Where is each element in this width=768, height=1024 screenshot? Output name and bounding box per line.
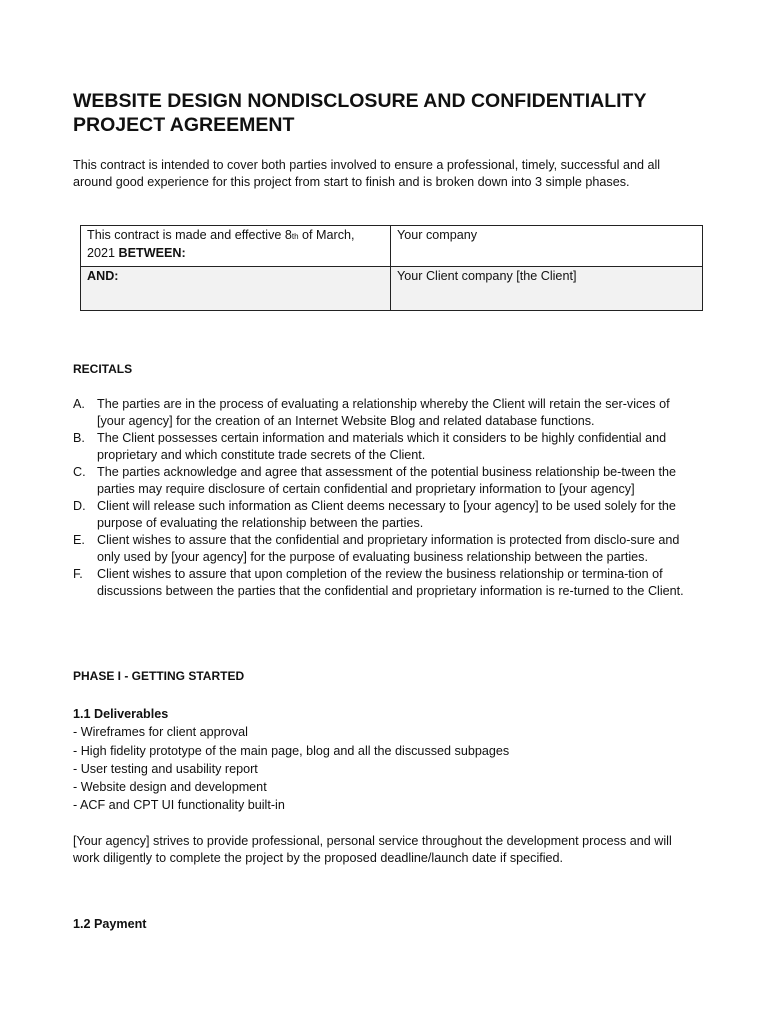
- list-item-text: Client wishes to assure that upon completion of the review the business relationship or termina-tion of discussions between the parties that the confidential and proprietary information is re-turned to the Client.: [97, 567, 684, 598]
- deliverable-item: - ACF and CPT UI functionality built-in: [73, 798, 285, 813]
- and-label: AND:: [87, 269, 119, 283]
- deliverables-heading: 1.1 Deliverables: [73, 707, 169, 721]
- list-marker: F.: [73, 567, 83, 581]
- list-item-text: Client wishes to assure that the confidential and proprietary information is protected from disclo-sure and only used by [your agency] for the purpose of evaluating business relationship between the parties.: [97, 533, 680, 564]
- list-item-text: The Client possesses certain information and materials which it considers to be highly confidential and proprietary and which constitute trade secrets of the Client.: [97, 431, 667, 462]
- list-marker: E.: [73, 533, 85, 547]
- effective-date-text: This contract is made and effective 8: [87, 228, 292, 242]
- list-item: [73, 464, 698, 498]
- table-row: [81, 226, 703, 267]
- list-item-text: Client will release such information as Client deems necessary to [your agency] to be used solely for the purpose of evaluating the relationship between the parties.: [97, 499, 676, 530]
- and-label-cell: [81, 267, 391, 311]
- agency-paragraph: [Your agency] strives to provide professional, personal service throughout the development process and will work diligently to complete the project by the proposed deadline/launch date if specified.: [73, 834, 672, 865]
- recitals-heading: RECITALS: [73, 362, 133, 376]
- intro-paragraph: This contract is intended to cover both parties involved to ensure a professional, timely, successful and all around good experience for this project from start to finish and is broken down into 3 simple phases.: [73, 158, 661, 189]
- table-row: [81, 267, 703, 311]
- your-company-cell: Your company: [391, 226, 703, 267]
- deliverable-item: - User testing and usability report: [73, 761, 258, 776]
- list-item: [73, 430, 698, 464]
- recitals-list: [73, 396, 698, 600]
- deliverable-item: - High fidelity prototype of the main page, blog and all the discussed subpages: [73, 743, 510, 758]
- list-marker: C.: [73, 465, 86, 479]
- list-marker: D.: [73, 499, 86, 513]
- list-marker: B.: [73, 431, 85, 445]
- parties-table: [80, 225, 703, 311]
- deliverable-item: - Wireframes for client approval: [73, 725, 248, 740]
- list-item: [73, 498, 698, 532]
- payment-heading: 1.2 Payment: [73, 917, 147, 931]
- list-marker: A.: [73, 397, 85, 411]
- phase-1-heading: PHASE I - GETTING STARTED: [73, 669, 245, 683]
- between-label: BETWEEN:: [118, 246, 186, 260]
- list-item-text: The parties acknowledge and agree that assessment of the potential business relationship be-tween the parties may require disclosure of certain confidential and proprietary information to [your agency]: [97, 465, 676, 496]
- list-item-text: The parties are in the process of evaluating a relationship whereby the Client will retain the ser-vices of [your agency] for the creation of an Internet Website Blog and related database functions.: [97, 397, 670, 428]
- deliverable-item: - Website design and development: [73, 780, 267, 795]
- document-title: WEBSITE DESIGN NONDISCLOSURE AND CONFIDENTIALITY PROJECT AGREEMENT: [73, 90, 647, 136]
- effective-date-cell: [81, 226, 391, 267]
- client-company-cell: Your Client company [the Client]: [391, 267, 703, 311]
- list-item: [73, 532, 698, 566]
- deliverables-section: [73, 705, 698, 815]
- effective-date-text-cont: of March, 2021: [87, 228, 355, 260]
- list-item: [73, 396, 698, 430]
- date-ordinal: th: [291, 232, 299, 241]
- list-item: [73, 566, 698, 600]
